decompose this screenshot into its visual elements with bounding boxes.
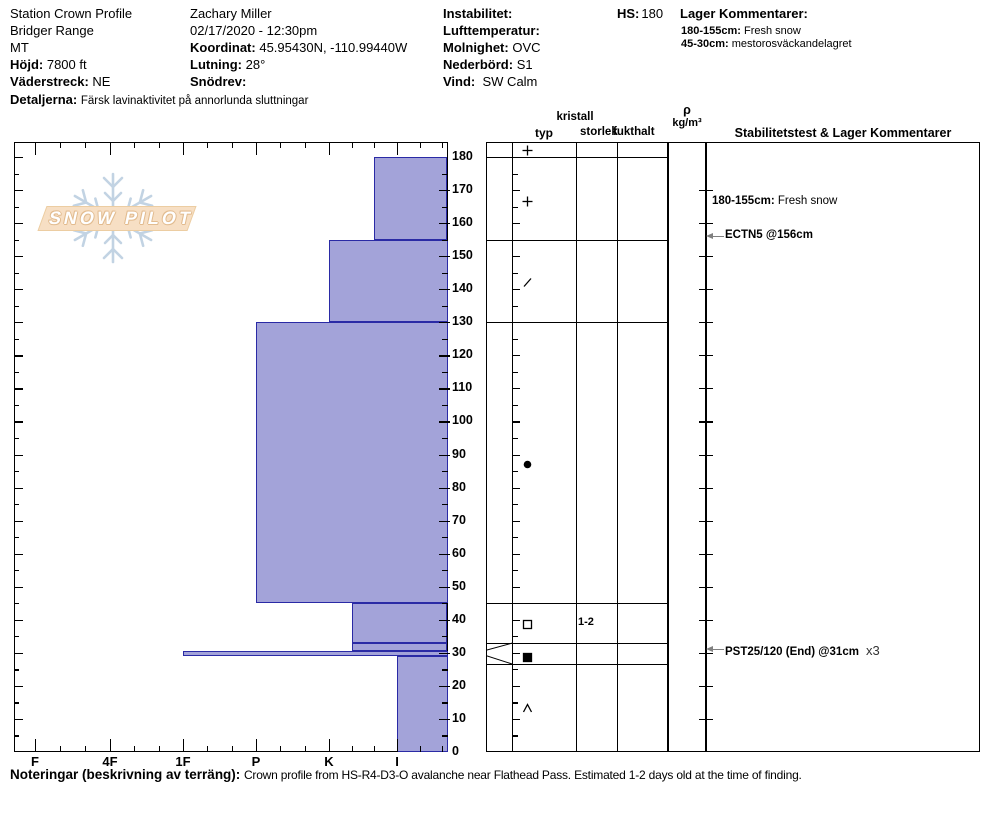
stability-test-result: ECTN5 @156cm	[725, 229, 813, 242]
depth-axis-tick	[442, 273, 448, 274]
depth-axis-label: 70	[452, 512, 466, 527]
table-ruler-tick	[512, 256, 520, 257]
depth-axis-tick	[14, 521, 23, 522]
depth-axis-tick	[442, 669, 448, 670]
table-ruler-tick	[512, 223, 520, 224]
table-layer-line	[486, 322, 669, 323]
precipitation-particles-icon	[522, 194, 533, 205]
table-ruler-tick	[512, 686, 520, 687]
depth-axis-tick	[14, 289, 23, 290]
test-arrow-line	[712, 236, 724, 237]
col-header-moisture: fukthalt	[613, 126, 655, 138]
wind-label: Vind:	[443, 74, 476, 89]
panel-layer-comment	[712, 195, 837, 207]
table-ruler-tick	[512, 174, 518, 175]
hardness-axis-tick	[305, 142, 306, 148]
snow-layer-bar	[329, 240, 448, 323]
depth-axis-tick	[439, 355, 450, 356]
depth-axis-tick	[439, 686, 450, 687]
table-layer-line	[486, 240, 669, 241]
depth-axis-tick	[439, 653, 450, 654]
depth-axis-tick	[14, 339, 19, 340]
depth-axis-tick	[14, 735, 19, 736]
depth-axis-tick	[14, 537, 19, 538]
slope-value: 28°	[245, 57, 266, 72]
hardness-axis-label: F	[31, 754, 39, 769]
table-ruler-tick	[512, 620, 520, 621]
depth-axis-tick	[14, 554, 23, 555]
table-ruler-tick	[512, 554, 520, 555]
depth-axis-tick	[14, 686, 23, 687]
depth-axis-label: 160	[452, 215, 473, 230]
depth-axis-tick	[439, 223, 450, 224]
hardness-axis-tick	[35, 142, 36, 155]
depth-axis-tick	[439, 620, 450, 621]
stability-panel-tick	[699, 653, 713, 654]
hardness-axis-tick	[232, 746, 233, 752]
hardness-axis-tick	[183, 739, 184, 752]
depth-axis-tick	[14, 174, 19, 175]
hardness-axis-tick	[207, 142, 208, 148]
table-layer-line	[486, 157, 669, 158]
depth-axis-tick	[14, 273, 19, 274]
hardness-axis-tick	[134, 746, 135, 752]
table-ruler-tick	[512, 488, 520, 489]
depth-axis-tick	[442, 306, 448, 307]
col-header-density-units: kg/m³	[672, 117, 702, 129]
depth-axis-tick	[439, 421, 450, 422]
table-ruler-tick	[512, 702, 518, 703]
hardness-axis-tick	[442, 142, 443, 148]
hardness-axis-tick	[110, 142, 111, 155]
depth-axis-tick	[14, 372, 19, 373]
depth-axis-tick	[439, 256, 450, 257]
depth-axis-tick	[439, 554, 450, 555]
depth-axis-tick	[442, 570, 448, 571]
airtemp-label: Lufttemperatur:	[443, 23, 540, 38]
drift-label: Snödrev:	[190, 74, 247, 89]
panel-comment-text: Fresh snow	[777, 195, 838, 208]
hardness-axis-tick	[397, 142, 398, 155]
table-ruler-tick	[512, 372, 518, 373]
hardness-axis-tick	[374, 142, 375, 148]
table-ruler-tick	[512, 273, 518, 274]
depth-axis-tick	[439, 190, 450, 191]
depth-axis-tick	[439, 488, 450, 489]
depth-axis-tick	[439, 719, 450, 720]
depth-axis-tick	[14, 322, 23, 323]
table-layer-line	[486, 603, 669, 604]
hardness-axis-tick	[374, 746, 375, 752]
depth-axis-tick	[439, 322, 450, 323]
panel-comment-range: 180-155cm:	[712, 195, 775, 208]
state-name: MT	[10, 40, 29, 55]
depth-axis-label: 30	[452, 644, 466, 659]
depth-axis-tick	[14, 421, 23, 422]
depth-axis-label: 20	[452, 677, 466, 692]
decomposing-fragments-icon	[522, 275, 533, 286]
table-ruler-tick	[512, 306, 518, 307]
table-ruler-tick	[512, 570, 518, 571]
hardness-axis-label: I	[395, 754, 399, 769]
depth-axis-tick	[14, 355, 23, 356]
stability-panel-tick	[699, 223, 713, 224]
table-ruler-tick	[512, 719, 520, 720]
notes-text: Crown profile from HS-R4-D3-O avalanche near Flathead Pass. Estimated 1-2 days old at the time of finding.	[243, 768, 802, 782]
depth-axis-tick	[439, 587, 450, 588]
details-value: Färsk lavinaktivitet på annorlunda sluttningar	[80, 95, 309, 107]
depth-axis-tick	[442, 207, 448, 208]
stability-panel-tick	[699, 289, 713, 290]
hardness-axis-tick	[85, 746, 86, 752]
snow-layer-bar	[374, 157, 447, 240]
depth-axis-tick	[14, 669, 19, 670]
hardness-axis-tick	[256, 142, 257, 155]
test-arrow-line	[712, 649, 724, 650]
depth-axis-label: 100	[452, 413, 473, 428]
hardness-axis-tick	[134, 142, 135, 148]
hs-label: HS:	[617, 6, 640, 21]
depth-axis-tick	[14, 405, 19, 406]
depth-axis-tick	[14, 702, 19, 703]
depth-axis-tick	[14, 587, 23, 588]
hardness-axis-tick	[159, 746, 160, 752]
hardness-axis-label: 1F	[175, 754, 191, 769]
depth-axis-label: 140	[452, 281, 473, 296]
table-ruler-tick	[512, 339, 518, 340]
stability-panel-tick	[699, 554, 713, 555]
layer-comment-text: Fresh snow	[744, 25, 801, 37]
table-ruler-tick	[512, 438, 518, 439]
details-label: Detaljerna:	[10, 92, 78, 107]
table-ruler-tick	[512, 537, 518, 538]
aspect-value: NE	[92, 74, 111, 89]
depth-axis-label: 110	[452, 380, 473, 395]
depth-axis-tick	[439, 455, 450, 456]
col-header-grain-size: storlek	[580, 126, 618, 138]
depth-axis-tick	[14, 438, 19, 439]
depth-axis-tick	[14, 471, 19, 472]
hardness-axis-tick	[60, 746, 61, 752]
observer-name: Zachary Miller	[190, 6, 272, 21]
depth-axis-tick	[14, 207, 19, 208]
snow-layer-bar	[352, 603, 448, 643]
hardness-axis-tick	[183, 142, 184, 155]
snow-layer-bar	[256, 322, 448, 603]
col-header-crystal: kristall	[556, 111, 594, 123]
depth-axis-tick	[14, 719, 23, 720]
table-ruler-tick	[512, 405, 518, 406]
depth-axis-tick	[14, 190, 23, 191]
coordinates-label: Koordinat:	[190, 40, 256, 55]
depth-axis-label: 0	[452, 744, 459, 758]
hs-value: 180	[641, 6, 664, 21]
depth-axis-tick	[442, 240, 448, 241]
logo-text: SNOW PILOT	[46, 208, 196, 228]
depth-axis-tick	[14, 570, 19, 571]
hardness-axis-tick	[397, 739, 398, 752]
depth-axis-label: 90	[452, 446, 466, 461]
depth-axis-label: 60	[452, 545, 466, 560]
depth-axis-tick	[442, 174, 448, 175]
surface-hoar-icon	[522, 701, 533, 712]
stability-panel-tick	[699, 587, 713, 588]
depth-axis-tick	[442, 537, 448, 538]
depth-axis-tick	[14, 504, 19, 505]
stability-panel-tick	[699, 256, 713, 257]
wind-value: SW Calm	[482, 74, 538, 89]
depth-axis-tick	[442, 405, 448, 406]
table-ruler-tick	[512, 735, 518, 736]
depth-axis-label: 170	[452, 182, 473, 197]
hardness-axis-tick	[420, 142, 421, 148]
stability-panel-tick	[699, 719, 713, 720]
table-ruler-tick	[512, 504, 518, 505]
snow-layer-bar	[397, 656, 448, 752]
precip-value: S1	[516, 57, 533, 72]
depth-axis-tick	[14, 306, 19, 307]
depth-axis-tick	[442, 735, 448, 736]
col-header-density-rho: ρ	[683, 103, 691, 117]
stability-panel-tick	[699, 620, 713, 621]
depth-axis-label: 80	[452, 479, 466, 494]
depth-axis-tick	[14, 488, 23, 489]
depth-axis-tick	[439, 521, 450, 522]
precip-label: Nederbörd:	[443, 57, 514, 72]
depth-axis-label: 120	[452, 347, 473, 362]
table-ruler-tick	[512, 388, 520, 389]
depth-axis-tick	[442, 372, 448, 373]
density-column-frame	[668, 142, 706, 752]
col-header-grain-type: typ	[535, 126, 553, 140]
depth-axis-tick	[442, 603, 448, 604]
hardness-axis-tick	[352, 746, 353, 752]
aspect-label: Väderstreck:	[10, 74, 89, 89]
depth-axis-tick	[14, 620, 23, 621]
table-ruler-tick	[512, 289, 520, 290]
faceted-crystals-icon	[522, 617, 533, 628]
table-ruler-tick	[512, 355, 520, 356]
depth-axis-tick	[14, 223, 23, 224]
depth-axis-tick	[14, 388, 23, 389]
depth-axis-tick	[439, 289, 450, 290]
hardness-axis-tick	[280, 746, 281, 752]
stability-panel-tick	[699, 686, 713, 687]
depth-axis-tick	[442, 438, 448, 439]
rounded-grains-icon	[522, 457, 533, 468]
depth-axis-tick	[14, 455, 23, 456]
elevation-value: 7800 ft	[46, 57, 87, 72]
sky-value: OVC	[512, 40, 541, 55]
depth-axis-label: 150	[452, 248, 473, 263]
test-repeat-count: x3	[865, 642, 880, 658]
snow-layer-bar	[352, 643, 448, 651]
hardness-axis-tick	[256, 739, 257, 752]
coordinates-value: 45.95430N, -110.99440W	[259, 40, 408, 55]
grain-size-value: 1-2	[578, 616, 594, 629]
depth-axis-tick	[442, 702, 448, 703]
depth-axis-label: 10	[452, 710, 466, 725]
stability-panel-tick	[699, 388, 713, 389]
depth-axis-tick	[442, 339, 448, 340]
table-ruler-tick	[512, 636, 518, 637]
hardness-axis-tick	[232, 142, 233, 148]
hardness-axis-tick	[420, 746, 421, 752]
depth-axis-tick	[14, 636, 19, 637]
ice-layer-icon	[522, 650, 533, 661]
notes-label: Noteringar (beskrivning av terräng):	[10, 767, 241, 782]
depth-axis-tick	[442, 471, 448, 472]
notes-line	[10, 767, 802, 782]
hardness-axis-tick	[280, 142, 281, 148]
table-ruler-tick	[512, 455, 520, 456]
depth-axis-tick	[14, 653, 23, 654]
stability-panel-tick	[699, 421, 713, 422]
table-ruler-tick	[512, 587, 520, 588]
stability-panel-tick	[699, 455, 713, 456]
hardness-axis-tick	[329, 739, 330, 752]
thin-layer-wedge	[486, 639, 515, 679]
pit-datetime: 02/17/2020 - 12:30pm	[190, 23, 318, 38]
stability-panel-tick	[699, 190, 713, 191]
hardness-axis-tick	[352, 142, 353, 148]
instability-label: Instabilitet:	[443, 6, 513, 21]
elevation-label: Höjd:	[10, 57, 44, 72]
grain-table-column-line	[576, 142, 577, 752]
depth-axis-tick	[14, 256, 23, 257]
station-name: Station Crown Profile	[10, 6, 133, 21]
depth-axis-label: 40	[452, 611, 466, 626]
range-name: Bridger Range	[10, 23, 94, 38]
hardness-axis-label: K	[324, 754, 334, 769]
table-ruler-tick	[512, 207, 518, 208]
depth-axis-label: 180	[452, 149, 473, 163]
depth-axis-tick	[442, 504, 448, 505]
stability-panel-tick	[699, 521, 713, 522]
hardness-axis-tick	[329, 142, 330, 155]
table-ruler-tick	[512, 190, 520, 191]
layer-comment-range: 180-155cm:	[681, 25, 741, 37]
stability-test-result: PST25/120 (End) @31cm x3	[725, 642, 880, 658]
layer-comment-range: 45-30cm:	[681, 38, 729, 50]
hardness-axis-label: P	[251, 754, 261, 769]
depth-axis-tick	[14, 603, 19, 604]
hardness-axis-tick	[110, 739, 111, 752]
depth-axis-tick	[14, 157, 23, 158]
depth-axis-tick	[439, 388, 450, 389]
stability-panel-tick	[699, 355, 713, 356]
slope-label: Lutning:	[190, 57, 242, 72]
layer-comments-label: Lager Kommentarer:	[680, 6, 808, 21]
col-header-stability: Stabilitetstest & Lager Kommentarer	[734, 126, 952, 140]
precipitation-particles-icon	[522, 143, 533, 154]
layer-comment-text: mestorosväckandelagret	[731, 38, 852, 50]
hardness-axis-tick	[85, 142, 86, 148]
hardness-axis-tick	[442, 746, 443, 752]
depth-axis-tick	[14, 240, 19, 241]
hardness-axis-tick	[60, 142, 61, 148]
hardness-axis-tick	[35, 739, 36, 752]
depth-axis-label: 130	[452, 314, 473, 329]
depth-axis-label: 50	[452, 578, 466, 593]
table-ruler-tick	[512, 421, 520, 422]
hardness-axis-tick	[207, 746, 208, 752]
hardness-axis-label: 4F	[102, 754, 118, 769]
table-ruler-tick	[512, 521, 520, 522]
hardness-axis-tick	[159, 142, 160, 148]
depth-axis-tick	[442, 636, 448, 637]
hardness-axis-tick	[305, 746, 306, 752]
stability-panel-tick	[699, 488, 713, 489]
grain-table-column-line	[617, 142, 618, 752]
stability-panel-tick	[699, 322, 713, 323]
table-ruler-tick	[512, 471, 518, 472]
sky-label: Molnighet:	[443, 40, 509, 55]
